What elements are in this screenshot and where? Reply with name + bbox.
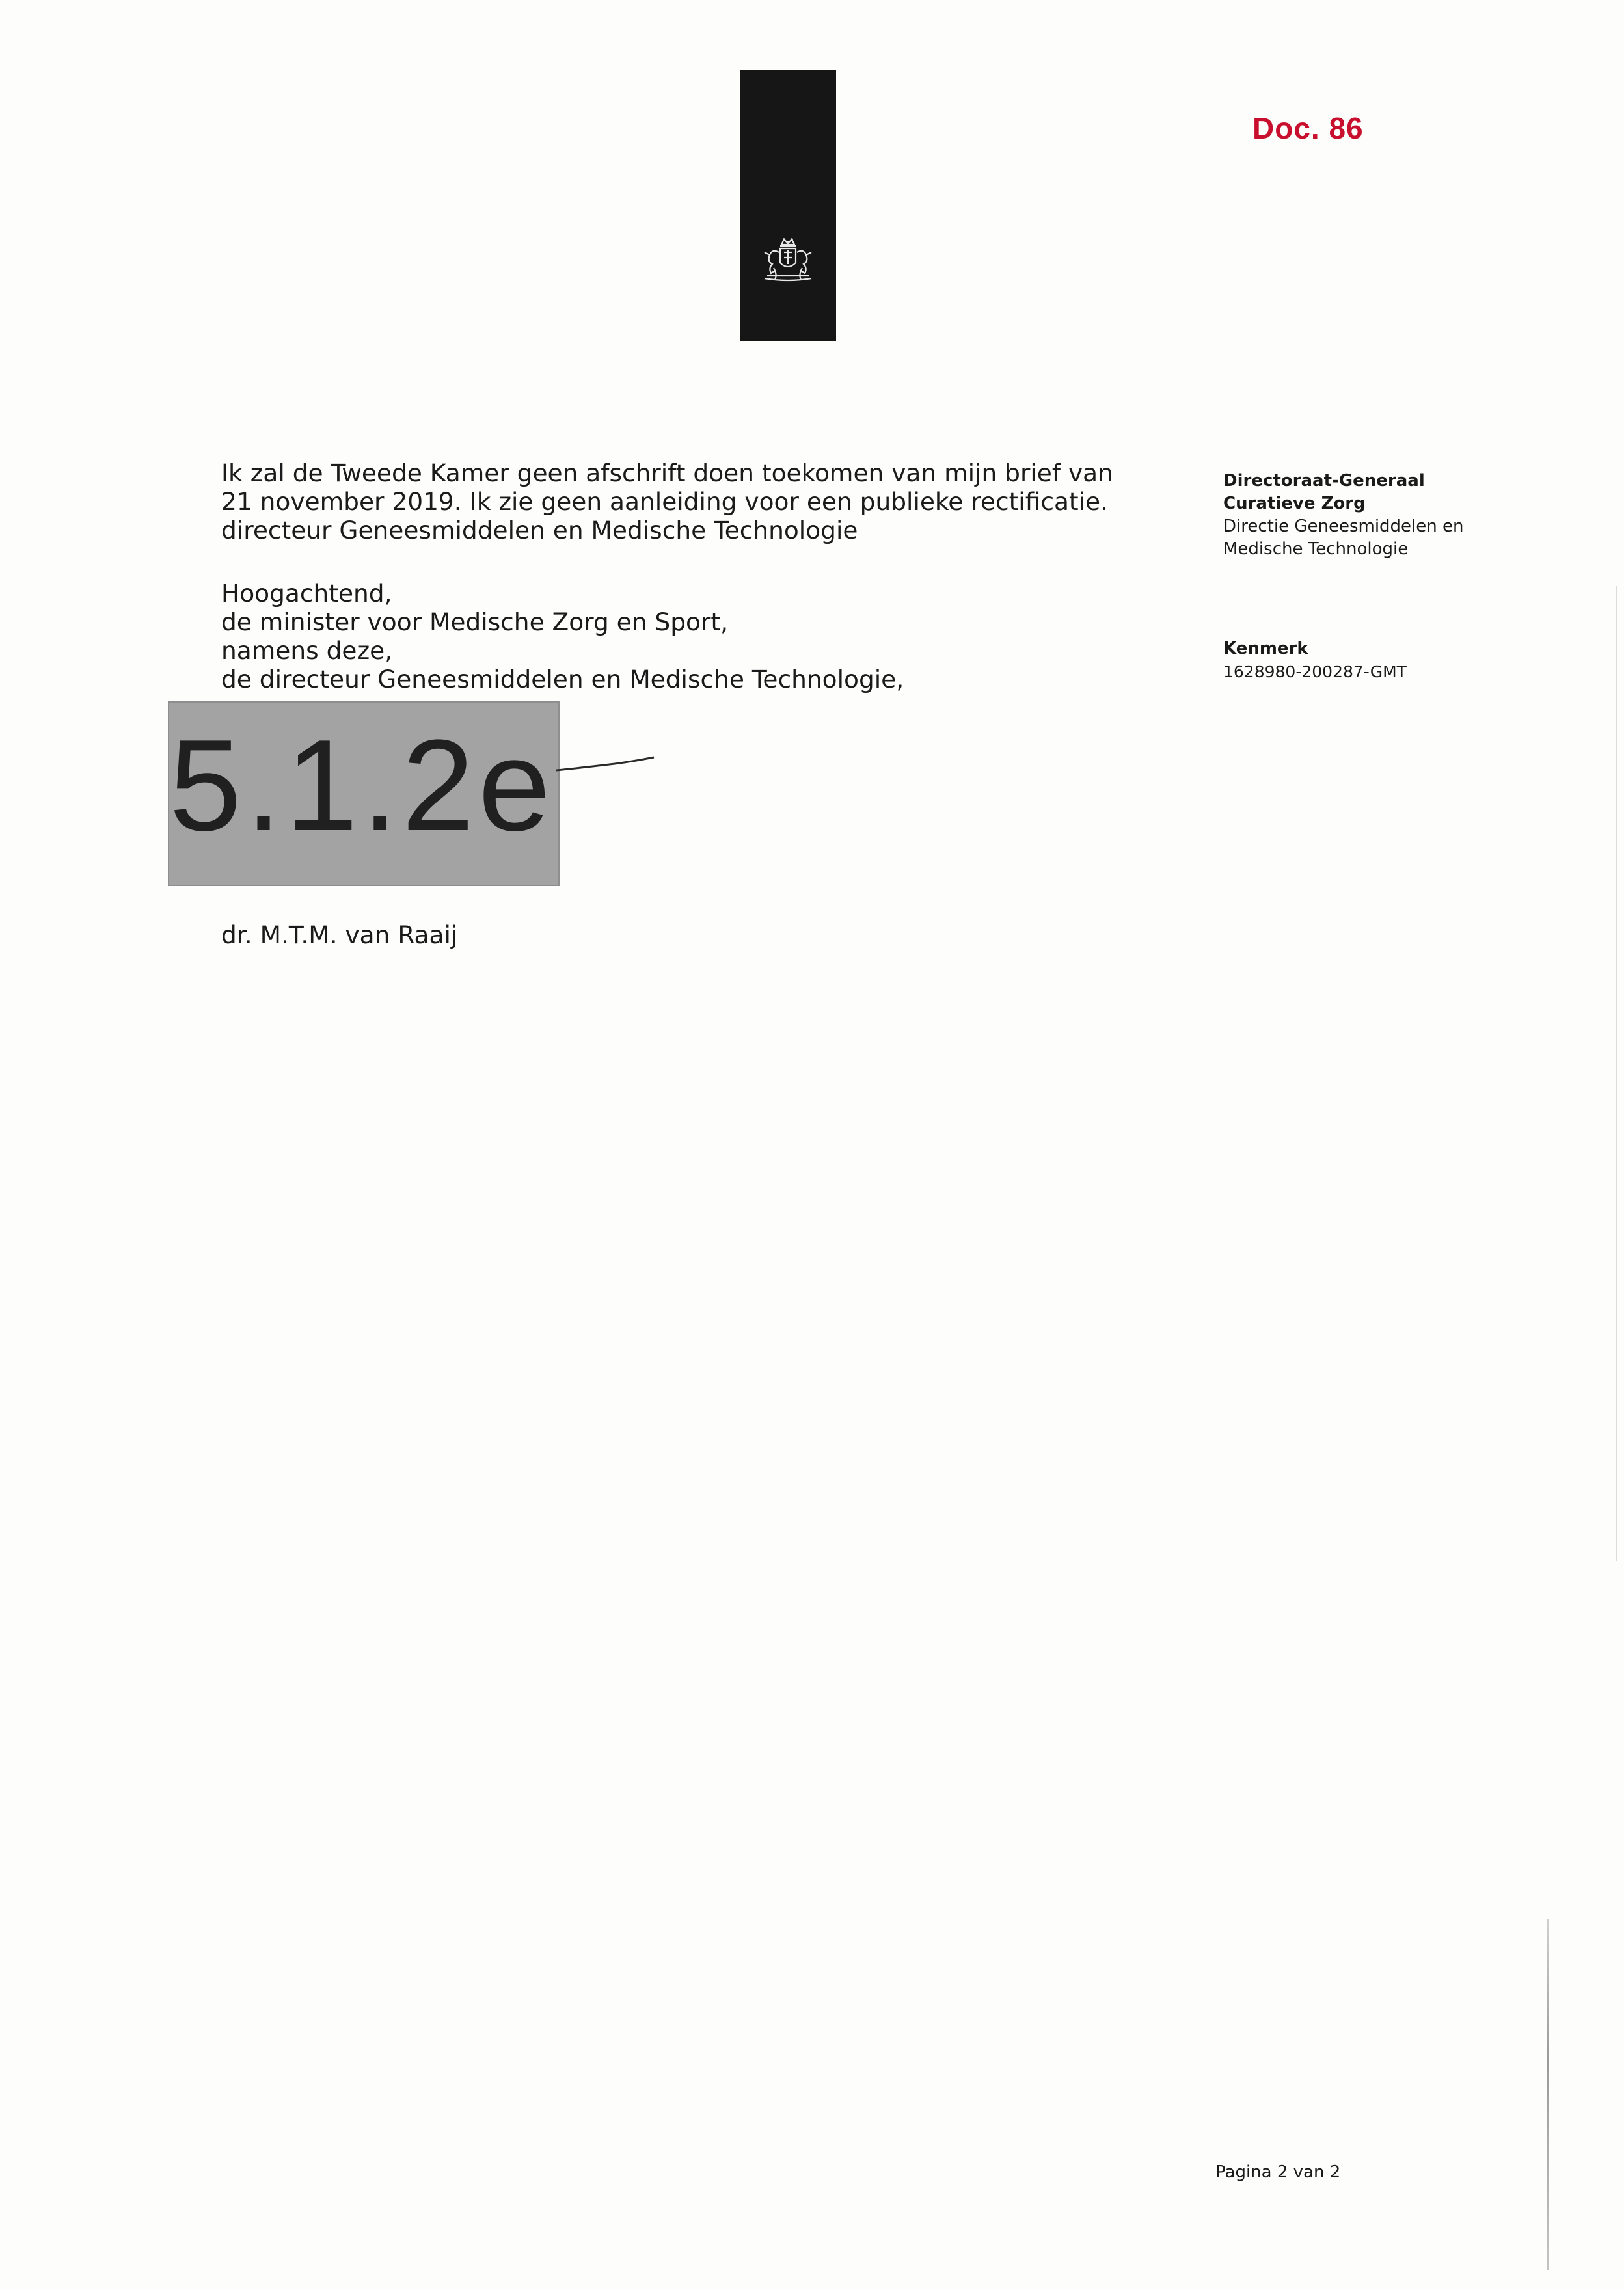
redaction-box <box>168 701 560 886</box>
reference-value: 1628980-200287-GMT <box>1223 662 1407 681</box>
signer-name: dr. M.T.M. van Raaij <box>221 921 458 949</box>
doc-number: Doc. 86 <box>1252 111 1364 145</box>
body-line: 21 november 2019. Ik zie geen aanleiding voor een publieke rectificatie. <box>221 487 1109 516</box>
redaction-code: 5.1.2e <box>169 713 555 858</box>
logo-bar <box>740 70 836 341</box>
reference-label: Kenmerk <box>1223 639 1308 658</box>
closing-line: Hoogachtend, <box>221 579 392 608</box>
body-line: Ik zal de Tweede Kamer geen afschrift doen toekomen van mijn brief van <box>221 459 1113 487</box>
page-indicator: Pagina 2 van 2 <box>1215 2162 1341 2182</box>
closing-block <box>221 579 904 694</box>
coat-of-arms-icon <box>755 236 820 288</box>
scan-edge <box>1616 586 1617 1561</box>
directorate-name: Directie Geneesmiddelen en <box>1223 517 1464 536</box>
letter-body <box>221 459 1145 545</box>
closing-line: de minister voor Medische Zorg en Sport, <box>221 608 729 636</box>
body-line: directeur Geneesmiddelen en Medische Technologie <box>221 516 858 545</box>
signature-stroke <box>556 748 660 781</box>
closing-line: namens deze, <box>221 636 393 665</box>
closing-line: de directeur Geneesmiddelen en Medische Technologie, <box>221 665 904 694</box>
directorate-name: Medische Technologie <box>1223 539 1409 559</box>
department-name: Directoraat-Generaal <box>1223 471 1425 491</box>
department-name: Curatieve Zorg <box>1223 494 1366 513</box>
kenmerk-block <box>1223 638 1483 683</box>
scan-edge <box>1547 1919 1549 2270</box>
sidebar <box>1223 470 1483 683</box>
